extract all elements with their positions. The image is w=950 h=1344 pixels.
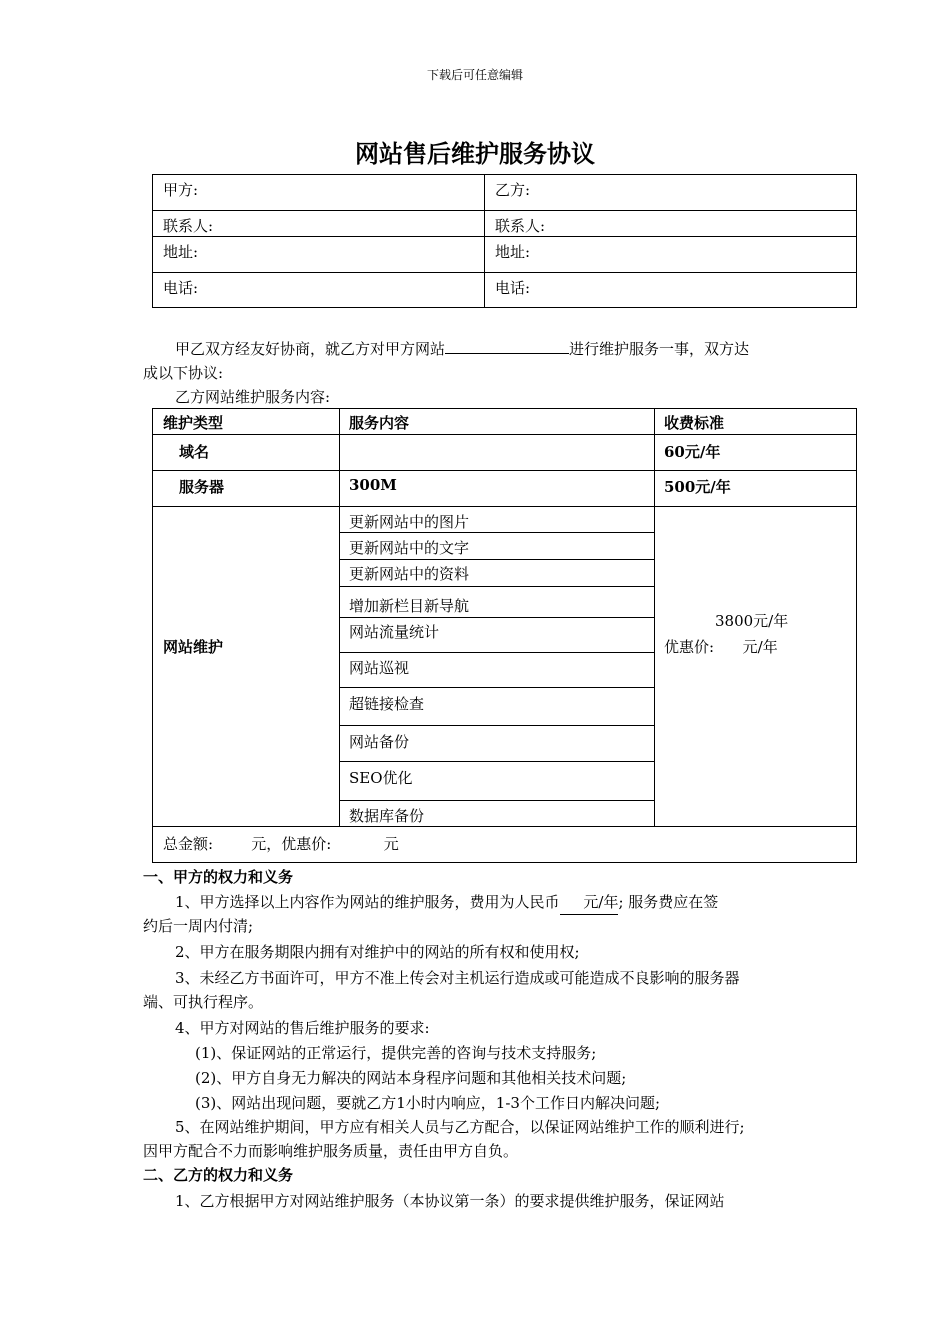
server-price: 500元/年: [664, 478, 731, 496]
document-title: 网站售后维护服务协议: [355, 140, 595, 168]
party-row-name: [153, 175, 856, 211]
maint-item: 数据库备份: [349, 807, 425, 825]
section-2-p1: 1、乙方根据甲方对网站维护服务（本协议第一条）的要求提供维护服务，保证网站: [175, 1192, 725, 1210]
party-b-address: 地址:: [484, 237, 856, 272]
maint-item: 更新网站中的图片: [349, 513, 470, 531]
party-a-label: 甲方:: [163, 181, 199, 199]
party-row-contact: [153, 211, 856, 237]
section-1-p5: 5、在网站维护期间，甲方应有相关人员与乙方配合，以保证网站维护工作的顺利进行;: [175, 1118, 745, 1136]
party-info-table: [152, 174, 857, 308]
maint-item: 更新网站中的资料: [349, 565, 470, 583]
maint-item: 超链接检查: [349, 695, 425, 713]
intro-line-3: 乙方网站维护服务内容:: [175, 388, 331, 406]
s1-p1-before: 1、甲方选择以上内容作为网站的维护服务，费用为人民币: [175, 893, 560, 911]
section-1-p1: [143, 890, 813, 915]
maint-item: 网站巡视: [349, 659, 410, 677]
maint-item: 网站流量统计: [349, 623, 440, 641]
section-1-p3-cont: 端、可执行程序。: [143, 993, 264, 1011]
fee-blank: 元/年: [560, 890, 619, 915]
intro-text-after: 进行维护服务一事，双方达: [569, 340, 750, 358]
party-b-label: 乙方:: [484, 175, 856, 210]
header-price: 收费标准: [664, 414, 725, 432]
maint-item: 更新网站中的文字: [349, 539, 470, 557]
maint-item: 增加新栏目新导航: [349, 597, 470, 615]
server-type: 服务器: [179, 478, 225, 496]
intro-text-before: 甲乙双方经友好协商，就乙方对甲方网站: [175, 340, 446, 358]
section-1-p5-cont: 因甲方配合不力而影响维护服务质量，责任由甲方自负。: [143, 1142, 519, 1160]
party-a-address: 地址:: [163, 243, 199, 261]
section-1-p1-cont: 约后一周内付清;: [143, 917, 254, 935]
maint-discount: 优惠价: 元/年: [664, 638, 778, 656]
section-1-p4-2: (2)、甲方自身无力解决的网站本身程序问题和其他相关技术问题;: [195, 1069, 627, 1087]
maint-item: 网站备份: [349, 733, 410, 751]
party-row-phone: [153, 273, 856, 307]
section-1-p4-1: (1)、保证网站的正常运行，提供完善的咨询与技术支持服务;: [195, 1044, 597, 1062]
party-b-contact: 联系人:: [484, 211, 856, 236]
service-table: [152, 408, 857, 863]
section-1-p2: 2、甲方在服务期限内拥有对维护中的网站的所有权和使用权;: [175, 943, 580, 961]
party-row-address: [153, 237, 856, 273]
domain-price: 60元/年: [664, 443, 721, 461]
section-2-title: 二、乙方的权力和义务: [143, 1166, 294, 1184]
maint-price: 3800元/年: [715, 612, 789, 630]
domain-type: 域名: [179, 443, 210, 461]
maint-item: SEO优化: [349, 769, 413, 787]
intro-line-1: [143, 337, 813, 361]
party-a-phone: 电话:: [163, 279, 199, 297]
section-1-p4-3: (3)、网站出现问题，要就乙方1小时内响应，1-3个工作日内解决问题;: [195, 1094, 661, 1112]
total-amount: 总金额: 元，优惠价: 元: [163, 835, 399, 853]
website-name-blank: [445, 339, 569, 354]
header-note: 下载后可任意编辑: [426, 68, 523, 82]
party-a-contact: 联系人:: [163, 217, 214, 235]
s1-p1-after: ; 服务费应在签: [618, 893, 719, 911]
server-content: 300M: [349, 476, 397, 494]
party-b-phone: 电话:: [484, 273, 856, 307]
section-1-p3: 3、未经乙方书面许可，甲方不准上传会对主机运行造成或可能造成不良影响的服务器: [175, 969, 740, 987]
section-1-p4: 4、甲方对网站的售后维护服务的要求:: [175, 1019, 430, 1037]
header-service-content: 服务内容: [349, 414, 410, 432]
intro-line-2: 成以下协议:: [143, 364, 224, 382]
header-maint-type: 维护类型: [163, 414, 224, 432]
maint-type: 网站维护: [163, 638, 224, 656]
section-1-title: 一、甲方的权力和义务: [143, 868, 294, 886]
